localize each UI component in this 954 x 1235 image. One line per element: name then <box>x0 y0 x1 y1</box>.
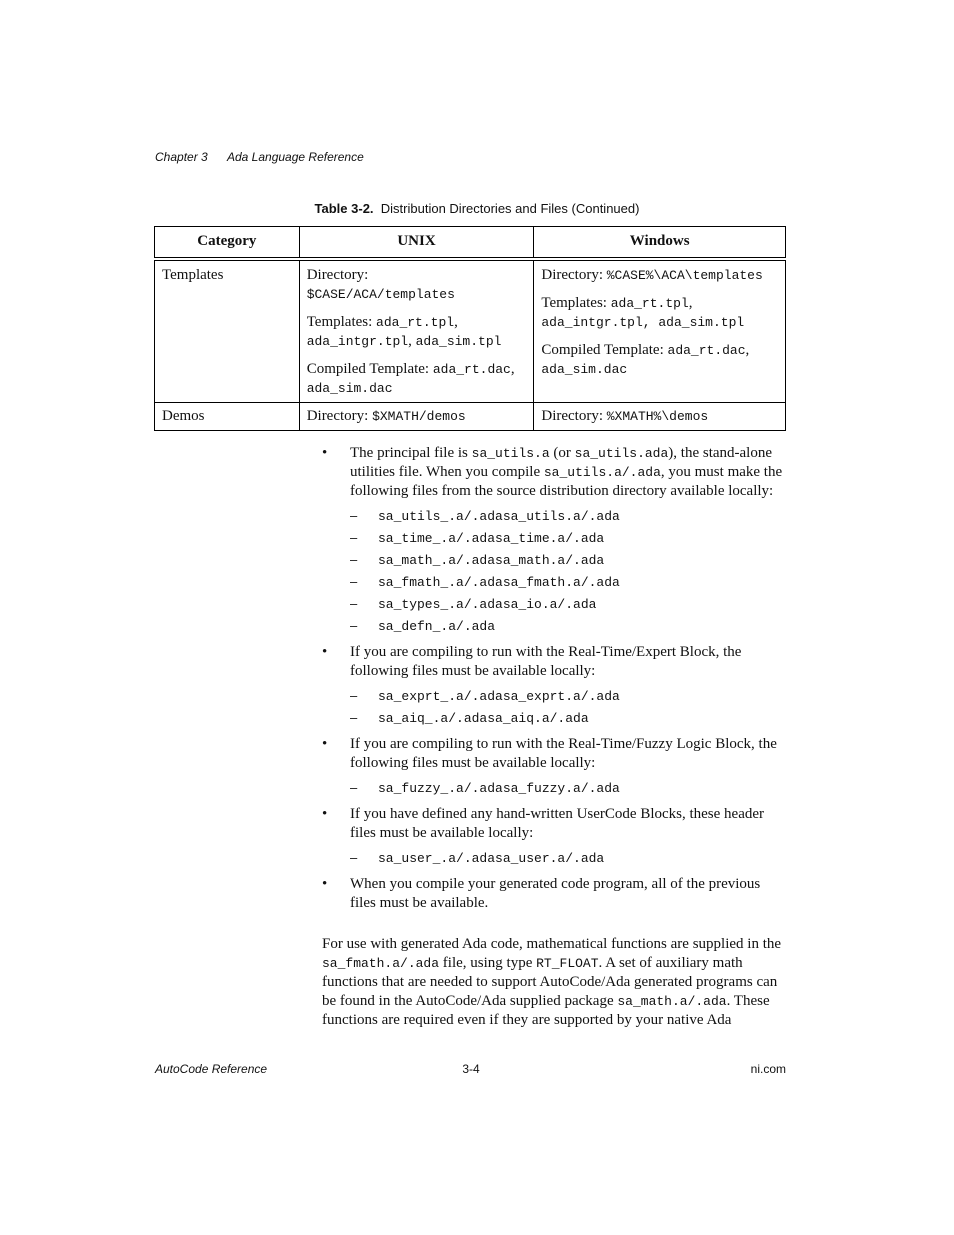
label: Templates: <box>541 295 607 311</box>
file: sa_types_.a/.adasa_io.a/.ada <box>378 597 597 612</box>
text: If you have defined any hand-written UserCode Blocks, these header files must be available locally: <box>350 806 765 841</box>
file-list <box>350 777 786 799</box>
cell-category: Demos <box>155 403 300 431</box>
header-category: Category <box>155 227 300 260</box>
code: sa_utils.a <box>471 446 550 461</box>
bullet-item <box>322 805 786 843</box>
file: sa_aiq_.a/.adasa_aiq.a/.ada <box>378 711 589 726</box>
file-list <box>350 685 786 729</box>
cell-unix <box>299 259 534 403</box>
text: If you are compiling to run with the Real-Time/Fuzzy Logic Block, the following files must be available locally: <box>350 736 777 771</box>
text: The principal file is <box>350 445 472 461</box>
list-item <box>350 847 786 869</box>
cell-windows <box>534 259 786 403</box>
text: file, using type <box>439 955 537 971</box>
list-item <box>350 505 786 527</box>
list-item <box>350 571 786 593</box>
bullet-item <box>322 875 786 913</box>
table-row-templates <box>155 259 786 403</box>
list-item <box>350 685 786 707</box>
path: $CASE/ACA/templates <box>306 287 455 302</box>
table-caption-text: Distribution Directories and Files (Continued) <box>380 201 640 216</box>
file: ada_sim.tpl <box>415 334 502 349</box>
dash-icon: – <box>350 780 358 795</box>
file: ada_intgr.tpl <box>306 334 409 349</box>
chapter-title: Ada Language Reference <box>227 150 364 164</box>
body-paragraph <box>322 935 786 1030</box>
footer-right: ni.com <box>750 1062 786 1076</box>
file: ada_rt.tpl <box>610 296 689 311</box>
list-item <box>350 707 786 729</box>
text: If you are compiling to run with the Real-Time/Expert Block, the following files must be available locally: <box>350 644 742 679</box>
file: ada_intgr.tpl, ada_sim.tpl <box>541 315 745 330</box>
footer-left: AutoCode Reference <box>155 1062 268 1076</box>
dash-icon: – <box>350 530 358 545</box>
windows-templates: Templates: ada_rt.tpl, ada_intgr.tpl, ada_sim.tpl <box>541 295 745 330</box>
file-list <box>350 505 786 637</box>
header-unix: UNIX <box>299 227 534 260</box>
body-text <box>322 444 786 1030</box>
file: sa_exprt_.a/.adasa_exprt.a/.ada <box>378 689 620 704</box>
file: sa_user_.a/.adasa_user.a/.ada <box>378 851 605 866</box>
list-item <box>350 549 786 571</box>
label: Directory: <box>541 408 603 424</box>
text: When you compile your generated code program, all of the previous files must be available. <box>350 876 761 911</box>
path: %XMATH%\demos <box>606 409 709 424</box>
file: sa_defn_.a/.ada <box>378 619 496 634</box>
distribution-table <box>154 226 786 431</box>
windows-compiled-template: Compiled Template: ada_rt.dac, ada_sim.dac <box>541 342 750 377</box>
file: sa_time_.a/.adasa_time.a/.ada <box>378 531 605 546</box>
list-item <box>350 615 786 637</box>
dash-icon: – <box>350 552 358 567</box>
cell-windows <box>534 403 786 431</box>
dash-icon: – <box>350 508 358 523</box>
file: sa_math_.a/.adasa_math.a/.ada <box>378 553 605 568</box>
path: $XMATH/demos <box>372 409 466 424</box>
table-row-demos <box>155 403 786 431</box>
file: ada_rt.tpl <box>376 315 455 330</box>
cell-category: Templates <box>155 259 300 403</box>
label: Directory: <box>306 267 369 283</box>
bullet-icon: • <box>322 806 328 822</box>
header-windows: Windows <box>534 227 786 260</box>
bullet-item <box>322 735 786 773</box>
table-caption-label: Table 3-2. <box>314 201 374 216</box>
unix-compiled-template: Compiled Template: ada_rt.dac, ada_sim.dac <box>306 361 515 396</box>
code: sa_utils.a/.ada <box>543 465 661 480</box>
label: Compiled Template: <box>306 361 430 377</box>
table-caption <box>0 201 954 216</box>
bullet-item <box>322 643 786 681</box>
windows-directory <box>541 266 778 285</box>
text: For use with generated Ada code, mathematical functions are supplied in the <box>322 936 782 952</box>
dash-icon: – <box>350 596 358 611</box>
running-header <box>155 150 364 164</box>
label: Compiled Template: <box>541 342 664 358</box>
file: sa_fuzzy_.a/.adasa_fuzzy.a/.ada <box>378 781 620 796</box>
code: sa_math.a/.ada <box>617 994 727 1009</box>
file: ada_sim.dac <box>306 381 393 396</box>
file: sa_fmath_.a/.adasa_fmath.a/.ada <box>378 575 620 590</box>
path: %CASE%\ACA\templates <box>606 268 763 283</box>
table-header-row <box>155 227 786 260</box>
chapter-label: Chapter 3 <box>155 150 208 164</box>
label: Directory: <box>306 408 369 424</box>
cell-unix <box>299 403 534 431</box>
bullet-icon: • <box>322 876 328 892</box>
file: ada_sim.dac <box>541 362 628 377</box>
bullet-icon: • <box>322 644 328 660</box>
file-list <box>350 847 786 869</box>
list-item <box>350 527 786 549</box>
list-item <box>350 777 786 799</box>
label: Directory: <box>541 267 603 283</box>
file: sa_utils_.a/.adasa_utils.a/.ada <box>378 509 620 524</box>
dash-icon: – <box>350 574 358 589</box>
dash-icon: – <box>350 688 358 703</box>
text: , you must make the following files from the source distribution directory available locally: <box>350 464 783 499</box>
text: . A set of auxiliary math functions that are needed to support AutoCode/Ada generated programs can be found in the AutoCode/Ada supplied package <box>322 955 778 1009</box>
unix-templates: Templates: ada_rt.tpl, ada_intgr.tpl, ada_sim.tpl <box>306 314 502 349</box>
footer-page-number: 3-4 <box>462 1062 480 1076</box>
label: Templates: <box>306 314 373 330</box>
bullet-icon: • <box>322 736 328 752</box>
list-item <box>350 593 786 615</box>
dash-icon: – <box>350 618 358 633</box>
dash-icon: – <box>350 850 358 865</box>
code: RT_FLOAT <box>536 956 599 971</box>
bullet-icon: • <box>322 445 328 461</box>
code: sa_fmath.a/.ada <box>322 956 440 971</box>
code: sa_utils.ada <box>574 446 669 461</box>
file: ada_rt.dac <box>432 362 511 377</box>
file: ada_rt.dac <box>667 343 746 358</box>
dash-icon: – <box>350 710 358 725</box>
text: ), the stand-alone utilities file. When you compile <box>350 445 772 480</box>
text: . These functions are required even if they are supported by your native Ada <box>322 993 770 1028</box>
unix-directory <box>307 266 527 304</box>
bullet-item <box>322 444 786 501</box>
text: (or <box>549 445 575 461</box>
